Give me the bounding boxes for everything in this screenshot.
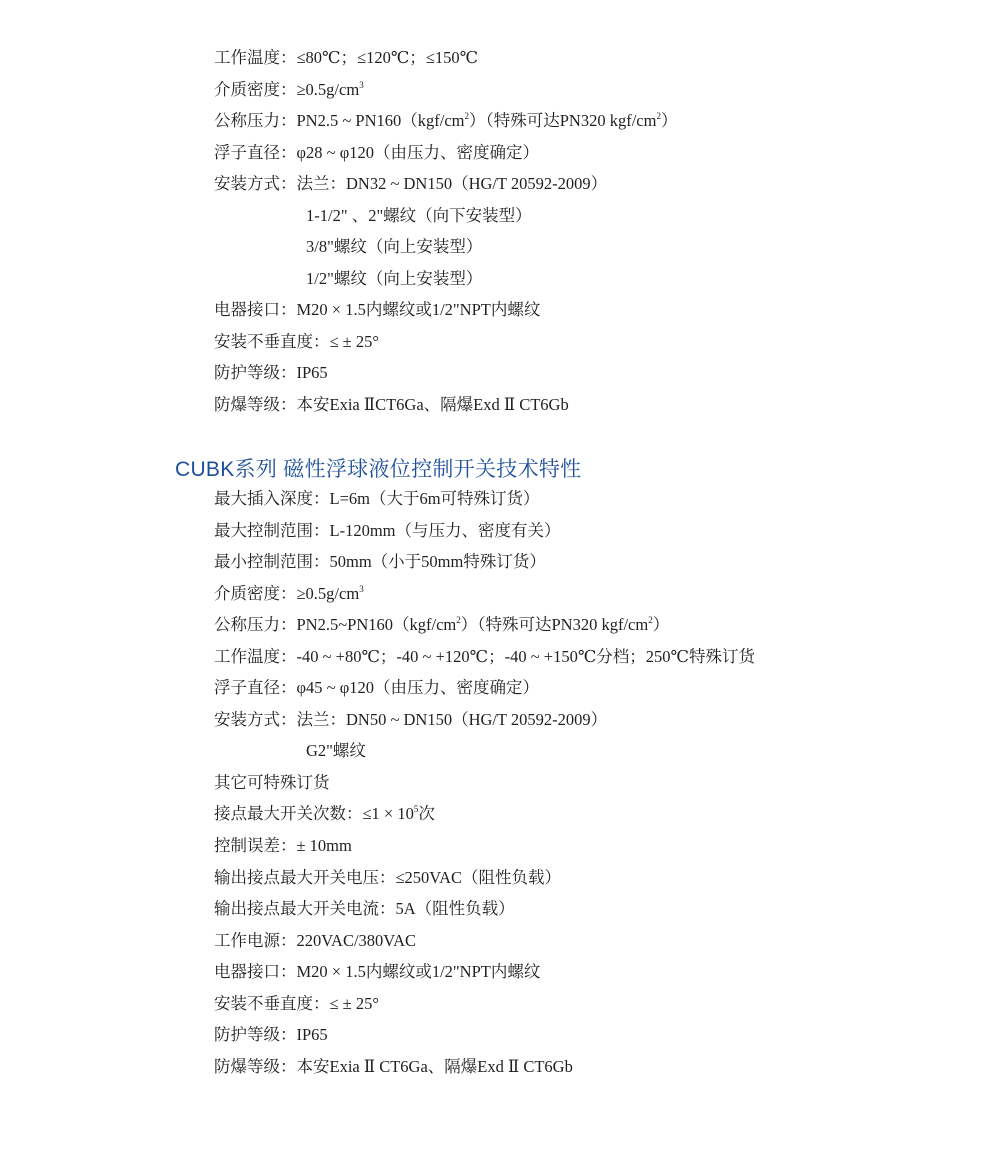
spec-line [214, 326, 677, 358]
spec-line [214, 105, 677, 137]
superscript: 2 [656, 111, 661, 122]
superscript: 3 [359, 583, 364, 594]
spec-line [214, 925, 755, 957]
spec-text: 最大控制范围：L-120mm（与压力、密度有关） [214, 520, 561, 540]
spec-text: G2"螺纹 [306, 741, 366, 761]
spec-line [214, 641, 755, 673]
spec-text: 电器接口：M20 × 1.5内螺纹或1/2"NPT内螺纹 [214, 962, 541, 982]
spec-line [214, 735, 755, 767]
spec-text: 防护等级：IP65 [214, 1025, 328, 1045]
spec-text: 公称压力：PN2.5 ~ PN160（kgf/cm [214, 111, 465, 131]
spec-line [214, 609, 755, 641]
spec-text: 安装方式：法兰：DN32 ~ DN150（HG/T 20592-2009） [214, 174, 608, 194]
superscript: 2 [456, 615, 461, 626]
spec-line [214, 546, 755, 578]
spec-text: 电器接口：M20 × 1.5内螺纹或1/2"NPT内螺纹 [214, 300, 541, 320]
spec-line [214, 767, 755, 799]
spec-text: ） [660, 111, 678, 131]
spec-line [214, 483, 755, 515]
spec-line [214, 798, 755, 830]
spec-text: 1/2"螺纹（向上安装型） [306, 268, 483, 288]
spec-list-cubk [214, 483, 755, 1082]
spec-text: 浮子直径：φ28 ~ φ120（由压力、密度确定） [214, 142, 539, 162]
spec-text: ）（特殊可达PN320 kgf/cm [460, 615, 649, 635]
spec-line [214, 1051, 755, 1083]
spec-text: ）（特殊可达PN320 kgf/cm [468, 111, 657, 131]
spec-text: 输出接点最大开关电流：5A（阻性负载） [214, 899, 515, 919]
spec-text: 安装不垂直度：≤ ± 25° [214, 993, 379, 1013]
superscript: 2 [464, 111, 469, 122]
spec-line [214, 578, 755, 610]
spec-text: ） [652, 615, 670, 635]
spec-line [214, 231, 677, 263]
spec-list-general [214, 42, 677, 421]
spec-text: 输出接点最大开关电压：≤250VAC（阻性负载） [214, 867, 562, 887]
spec-text: 防爆等级：本安Exia Ⅱ CT6Ga、隔爆Exd Ⅱ CT6Gb [214, 1056, 573, 1076]
section-title-cubk: CUBK系列 磁性浮球液位控制开关技术特性 [175, 458, 582, 481]
spec-text: 控制误差：± 10mm [214, 836, 352, 856]
superscript: 3 [359, 79, 364, 90]
spec-line [214, 263, 677, 295]
spec-line [214, 200, 677, 232]
spec-text: 防护等级：IP65 [214, 363, 328, 383]
spec-line [214, 137, 677, 169]
spec-text: 最小控制范围：50mm（小于50mm特殊订货） [214, 552, 546, 572]
spec-text: 介质密度：≥0.5g/cm [214, 79, 360, 99]
spec-text: 接点最大开关次数：≤1 × 10 [214, 804, 414, 824]
spec-line [214, 893, 755, 925]
spec-text: 次 [418, 804, 435, 824]
spec-line [214, 704, 755, 736]
spec-text: 工作电源：220VAC/380VAC [214, 930, 417, 950]
spec-text: 安装方式：法兰：DN50 ~ DN150（HG/T 20592-2009） [214, 709, 608, 729]
spec-line [214, 515, 755, 547]
spec-text: 浮子直径：φ45 ~ φ120（由压力、密度确定） [214, 678, 539, 698]
spec-text: 其它可特殊订货 [214, 772, 330, 792]
spec-text: 防爆等级：本安Exia ⅡCT6Ga、隔爆Exd Ⅱ CT6Gb [214, 395, 569, 415]
superscript: 2 [648, 615, 653, 626]
spec-line [214, 294, 677, 326]
spec-line [214, 389, 677, 421]
spec-text: 工作温度：≤80℃；≤120℃；≤150℃ [214, 48, 479, 67]
spec-line [214, 988, 755, 1020]
spec-text: 工作温度：-40 ~ +80℃；-40 ~ +120℃；-40 ~ +150℃分档；250℃特殊订货 [214, 646, 756, 666]
spec-line [214, 42, 677, 74]
spec-line [214, 672, 755, 704]
spec-line [214, 1019, 755, 1051]
spec-text: 3/8"螺纹（向上安装型） [306, 237, 483, 257]
spec-text: 介质密度：≥0.5g/cm [214, 583, 360, 603]
spec-text: 1-1/2" 、2"螺纹（向下安装型） [306, 205, 532, 225]
spec-text: 公称压力：PN2.5~PN160（kgf/cm [214, 615, 457, 635]
spec-line [214, 357, 677, 389]
spec-line [214, 862, 755, 894]
spec-line [214, 168, 677, 200]
spec-line [214, 956, 755, 988]
spec-text: 最大插入深度：L=6m（大于6m可特殊订货） [214, 489, 540, 508]
spec-line [214, 74, 677, 106]
spec-line [214, 830, 755, 862]
superscript: 5 [413, 804, 419, 815]
spec-text: 安装不垂直度：≤ ± 25° [214, 331, 379, 351]
